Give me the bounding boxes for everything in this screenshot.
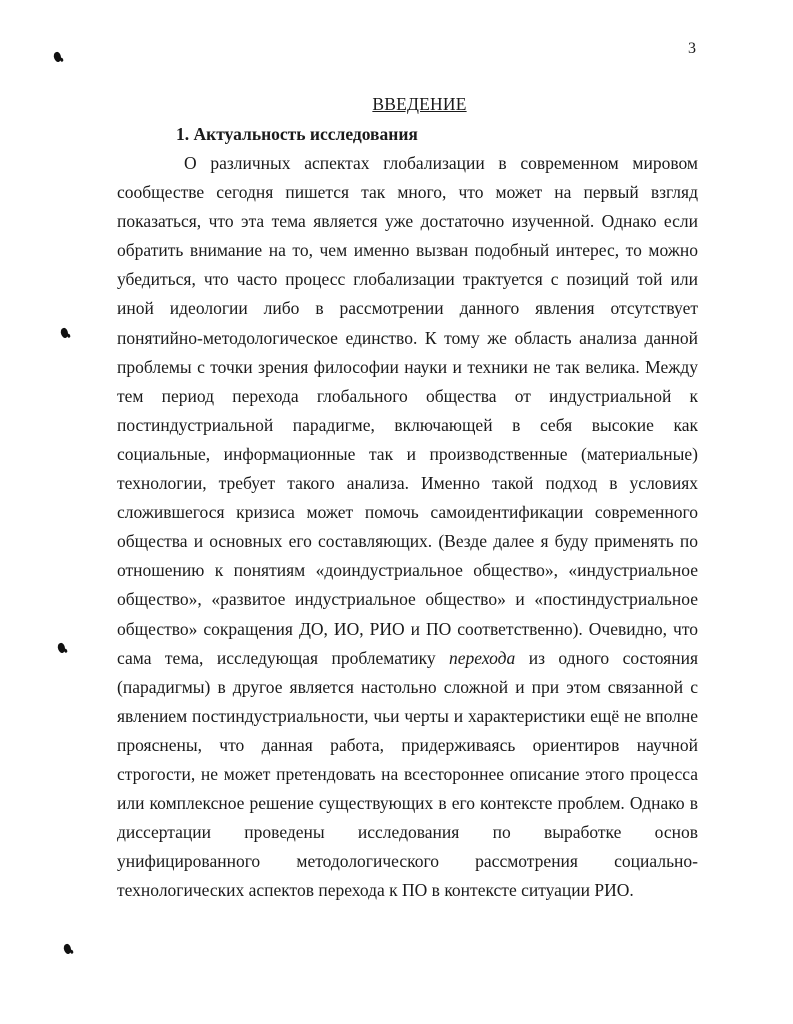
paragraph-line: технологии, требует такого анализа. Именно такой подход в условиях <box>117 473 698 494</box>
scan-speck-mark <box>57 642 67 654</box>
paragraph-line: постиндустриальной парадигме, включающей в себя высокие как <box>117 414 698 435</box>
paragraph-line: общества и основных его составляющих. (Везде далее я буду применять по <box>117 531 698 552</box>
italic-word: перехода <box>449 647 516 668</box>
page-heading <box>0 94 793 115</box>
paragraph-line: отношению к понятиям «доиндустриальное общество», «индустриальное <box>117 560 698 581</box>
paragraph-line: общество» сокращения ДО, ИО, РИО и ПО соответственно). Очевидно, что <box>117 618 698 639</box>
paragraph-line: иной идеологии либо в рассмотрении данного явления отсутствует <box>117 298 698 319</box>
paragraph-line: сложившегося кризиса может помочь самоидентификации современного <box>117 502 698 523</box>
scan-speck-mark <box>60 327 70 339</box>
paragraph-line: обратить внимание на то, чем именно вызван подобный интерес, то можно <box>117 240 698 261</box>
paragraph-line: сообществе сегодня пишется так много, что может на первый взгляд <box>117 182 698 203</box>
paragraph-line: строгости, не может претендовать на всестороннее описание этого процесса <box>117 763 698 784</box>
paragraph-line: общество», «развитое индустриальное общество» и «постиндустриальное <box>117 589 698 610</box>
heading-text: ВВЕДЕНИЕ <box>372 94 467 114</box>
page-number: 3 <box>688 40 696 57</box>
body-paragraph <box>117 149 698 905</box>
paragraph-line: проблемы с точки зрения философии науки и техники не так велика. Между <box>117 356 698 377</box>
italic-line-after: из одного состояния <box>515 647 698 668</box>
paragraph-line: понятийно-методологическое единство. К тому же область анализа данной <box>117 327 698 348</box>
paragraph-line: технологических аспектов перехода к ПО в контексте ситуации РИО. <box>117 880 634 901</box>
italic-line-before: сама тема, исследующая проблематику <box>117 647 450 668</box>
paragraph-line: О различных аспектах глобализации в современном мировом <box>184 153 698 173</box>
paragraph-line: унифицированного методологического рассмотрения социально- <box>117 851 698 872</box>
paragraph-line: явлением постиндустриальности, чьи черты и характеристики ещё не вполне <box>117 705 698 726</box>
paragraph-line: прояснены, что данная работа, придерживаясь ориентиров научной <box>117 734 698 755</box>
paragraph-line: диссертации проведены исследования по выработке основ <box>117 822 698 843</box>
paragraph-line: или комплексное решение существующих в его контексте проблем. Однако в <box>117 793 698 814</box>
section-title: 1. Актуальность исследования <box>176 124 418 144</box>
paragraph-line: тем период перехода глобального общества от индустриальной к <box>117 385 698 406</box>
scan-speck-mark <box>53 51 63 63</box>
paragraph-line: показаться, что эта тема является уже достаточно изученной. Однако если <box>117 211 698 232</box>
paragraph-line: (парадигмы) в другое является настольно сложной и при этом связанной с <box>117 676 698 697</box>
paragraph-line-italic <box>117 644 698 673</box>
paragraph-line: убедиться, что часто процесс глобализации трактуется с позиций той или <box>117 269 698 290</box>
scan-speck-mark <box>63 943 73 955</box>
paragraph-line: социальные, информационные так и производственные (материальные) <box>117 443 698 464</box>
